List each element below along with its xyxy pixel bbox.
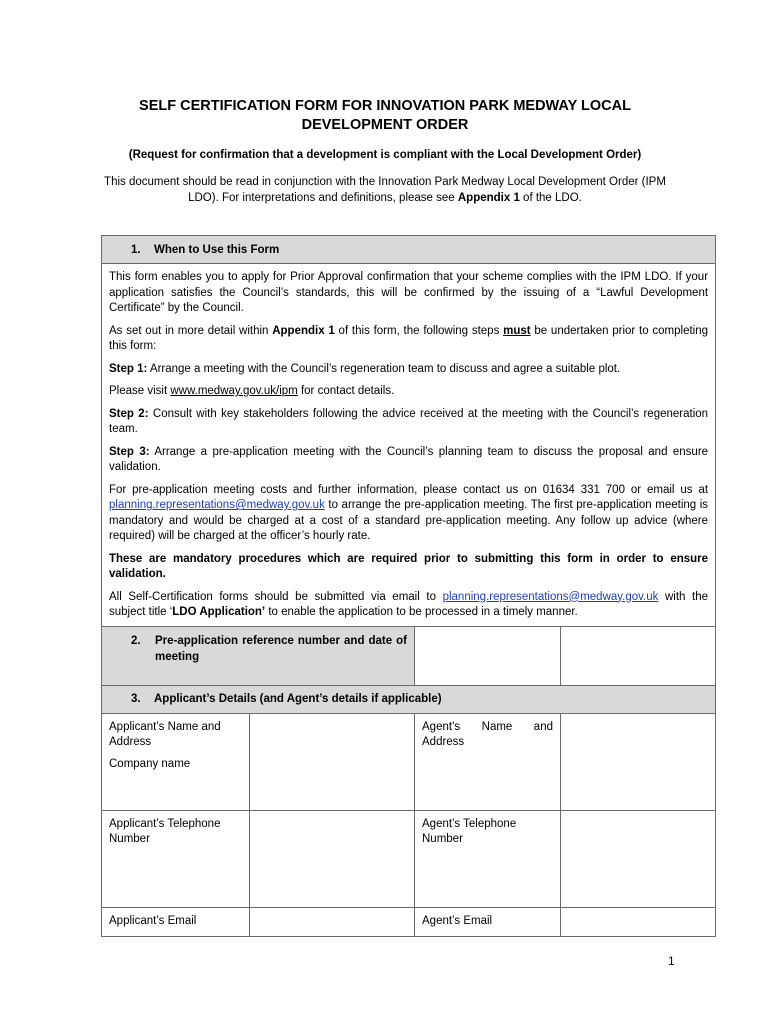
agent-phone-field[interactable] <box>561 810 716 907</box>
step-3-label: Step 3: <box>109 445 150 458</box>
meeting-date-field[interactable] <box>561 626 716 685</box>
agent-name-label-cell <box>415 713 561 810</box>
agent-name-label: Agent’s Name and Address <box>422 720 553 748</box>
section-1-steps-intro <box>109 324 708 355</box>
text-span: to enable the application to be processed in a timely manner. <box>265 606 578 618</box>
company-name-label: Company name <box>109 757 191 770</box>
section-1-number: 1. <box>131 243 141 256</box>
section-2-heading: Pre-application reference number and date of meeting <box>155 634 407 663</box>
intro-paragraph <box>95 174 675 206</box>
section-2-number: 2. <box>131 634 141 647</box>
agent-email-label: Agent’s Email <box>422 914 493 927</box>
step-1-label: Step 1: <box>109 362 148 375</box>
section-1-intro: This form enables you to apply for Prior Approval confirmation that your scheme complies with the IPM LDO. If your application satisfies the Council’s standards, this will be confirmed by the issuing of a “Lawful Development Certificate” by the Council. <box>109 271 709 314</box>
intro-appendix: Appendix 1 <box>457 192 520 204</box>
text-span: As set out in more detail within <box>109 324 273 337</box>
section-2-header <box>102 626 415 685</box>
step-1-text: Arrange a meeting with the Council’s regeneration team to discuss and agree a suitable plot. <box>147 362 621 375</box>
section-3-number: 3. <box>131 693 141 705</box>
self-certification-form-table <box>101 235 716 937</box>
document-subtitle: (Request for confirmation that a development is compliant with the Local Development Order) <box>128 149 642 161</box>
agent-phone-label: Agent’s Telephone Number <box>422 817 517 845</box>
agent-email-label-cell <box>415 907 561 936</box>
step-2-label: Step 2: <box>109 407 149 420</box>
applicant-email-label: Applicant’s Email <box>109 914 197 927</box>
document-title: SELF CERTIFICATION FORM FOR INNOVATION PARK MEDWAY LOCAL DEVELOPMENT ORDER <box>139 98 631 133</box>
applicant-email-field[interactable] <box>250 907 415 936</box>
text-span: Please visit <box>109 385 171 397</box>
step-2-text: Consult with key stakeholders following the advice received at the meeting with the Council’s regeneration team. <box>109 407 709 435</box>
applicant-name-label: Applicant’s Name and Address <box>109 720 221 748</box>
text-span: to arrange the pre-application meeting. The first pre-application meeting is mandatory and would be charged at a cost of a standard pre-application meeting. Any follow up advice (where required) will be charged at the officer’s hourly rate. <box>109 499 709 542</box>
section-1-body <box>102 264 716 627</box>
agent-email-field[interactable] <box>561 907 716 936</box>
pre-application-reference-field[interactable] <box>415 626 561 685</box>
step-3 <box>109 445 708 476</box>
section-3-header <box>102 685 716 713</box>
planning-email-link[interactable]: planning.representations@medway.gov.uk <box>109 499 325 511</box>
subject-title: LDO Application’ <box>172 606 266 618</box>
submission-email-link[interactable]: planning.representations@medway.gov.uk <box>442 590 659 603</box>
text-span: with the subject title ‘ <box>109 590 709 618</box>
text-span: be undertaken prior to completing this form: <box>109 324 709 352</box>
appendix-ref: Appendix 1 <box>272 324 335 337</box>
visit-website <box>109 384 708 400</box>
text-span: for contact details. <box>297 385 395 397</box>
step-3-text: Arrange a pre-application meeting with the Council’s planning team to discuss the proposal and ensure validation. <box>109 445 709 473</box>
step-1 <box>109 362 708 378</box>
must-emphasis: must <box>503 324 531 337</box>
intro-text: This document should be read in conjunction with the Innovation Park Medway Local Development Order (IPM LDO). For interpretations and definitions, please see <box>104 176 666 204</box>
section-1-header <box>102 236 716 264</box>
applicant-email-label-cell <box>102 907 250 936</box>
text-span: All Self-Certification forms should be submitted via email to <box>109 590 443 603</box>
section-1-heading: When to Use this Form <box>154 243 280 256</box>
agent-name-field[interactable] <box>561 713 716 810</box>
section-3-heading: Applicant’s Details (and Agent’s details if applicable) <box>154 693 442 705</box>
costs-paragraph <box>109 483 708 545</box>
applicant-name-field[interactable] <box>250 713 415 810</box>
applicant-phone-label: Applicant’s Telephone Number <box>109 817 221 845</box>
intro-end: of the LDO. <box>519 192 582 204</box>
applicant-phone-field[interactable] <box>250 810 415 907</box>
page-number: 1 <box>668 954 675 968</box>
text-span: For pre-application meeting costs and further information, please contact us on 01634 331 700 or email us at <box>109 483 709 496</box>
agent-phone-label-cell <box>415 810 561 907</box>
applicant-name-label-cell <box>102 713 250 810</box>
applicant-phone-label-cell <box>102 810 250 907</box>
medway-ipm-link[interactable]: www.medway.gov.uk/ipm <box>170 385 298 397</box>
mandatory-notice: These are mandatory procedures which are required prior to submitting this form in order to ensure validation. <box>109 552 709 580</box>
text-span: of this form, the following steps <box>334 324 504 337</box>
submission-paragraph <box>109 590 708 621</box>
step-2 <box>109 407 708 438</box>
